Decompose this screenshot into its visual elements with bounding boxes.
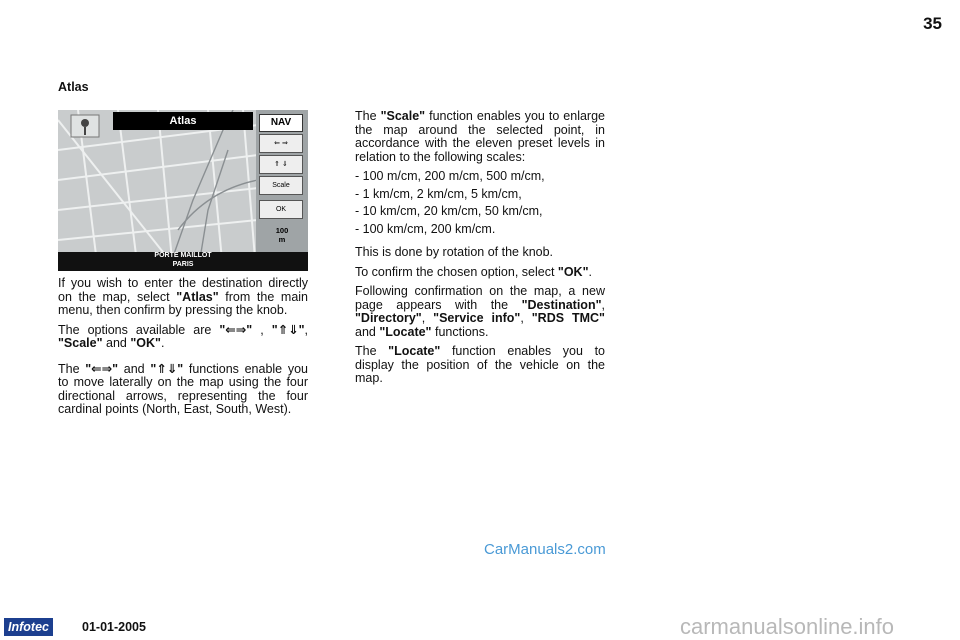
zoom-value: 100 [275, 226, 289, 235]
scale-button[interactable]: Scale [259, 176, 303, 195]
navigation-screen-illustration [58, 110, 308, 271]
paragraph-locate: The "Locate" function enables you to display the position of the vehicle on the map. [355, 344, 605, 385]
screen-title: Atlas [113, 112, 253, 130]
print-date: 01-01-2005 [82, 620, 146, 634]
paragraph-knob: This is done by rotation of the knob. [355, 245, 554, 259]
right-column [355, 110, 605, 392]
scale-list-item: - 1 km/cm, 2 km/cm, 5 km/cm, [355, 186, 522, 201]
zoom-unit: m [278, 235, 286, 244]
paragraph-enter-destination: If you wish to enter the destination directly on the map, select "Atlas" from the main menu, then confirm by pressing the knob. [58, 276, 309, 317]
paragraph-scale: The "Scale" function enables you to enlarge the map around the selected point, in accordance with the eleven preset levels in relation to the following scales: [355, 109, 605, 164]
location-line-1: PORTE MAILLOT [154, 252, 212, 259]
paragraph-arrows: The "⇐⇒" and "⇑⇓" functions enable you to move laterally on the map using the four directional arrows, representing the four cardinal points (North, East, South, West). [58, 361, 308, 416]
ok-button[interactable]: OK [259, 200, 303, 219]
page-number: 35 [923, 14, 942, 33]
scale-list-item: - 100 m/cm, 200 m/cm, 500 m/cm, [355, 169, 545, 183]
scale-list-item: - 10 km/cm, 20 km/cm, 50 km/cm, [355, 204, 543, 218]
brand-logo: Infotec [4, 618, 53, 636]
left-right-arrows-icon: ⇐ ⇒ [274, 140, 288, 147]
watermark-link[interactable]: CarManuals2.com [484, 541, 606, 558]
left-column [58, 277, 308, 423]
section-title: Atlas [58, 80, 89, 94]
location-bar [58, 252, 308, 271]
paragraph-confirm: To confirm the chosen option, select "OK". [355, 264, 592, 279]
up-down-arrows-button[interactable] [259, 155, 303, 174]
site-watermark: carmanualsonline.info [680, 614, 895, 639]
up-down-arrows-icon: ⇑ ⇓ [274, 161, 288, 168]
left-right-arrows-button[interactable] [259, 134, 303, 153]
paragraph-options: The options available are "⇐⇒" , "⇑⇓", "Scale" and "OK". [58, 322, 308, 350]
location-line-2: PARIS [172, 260, 194, 268]
scale-list [355, 170, 605, 236]
scale-list-item: - 100 km/cm, 200 km/cm. [355, 221, 496, 236]
paragraph-following-confirmation: Following confirmation on the map, a new page appears with the "Destination", "Directory", "Service info", "RDS TMC" and "Locate" functions. [355, 284, 605, 339]
nav-mode-label: NAV [259, 114, 303, 132]
map-pin-icon [70, 114, 100, 138]
zoom-readout [264, 226, 300, 244]
